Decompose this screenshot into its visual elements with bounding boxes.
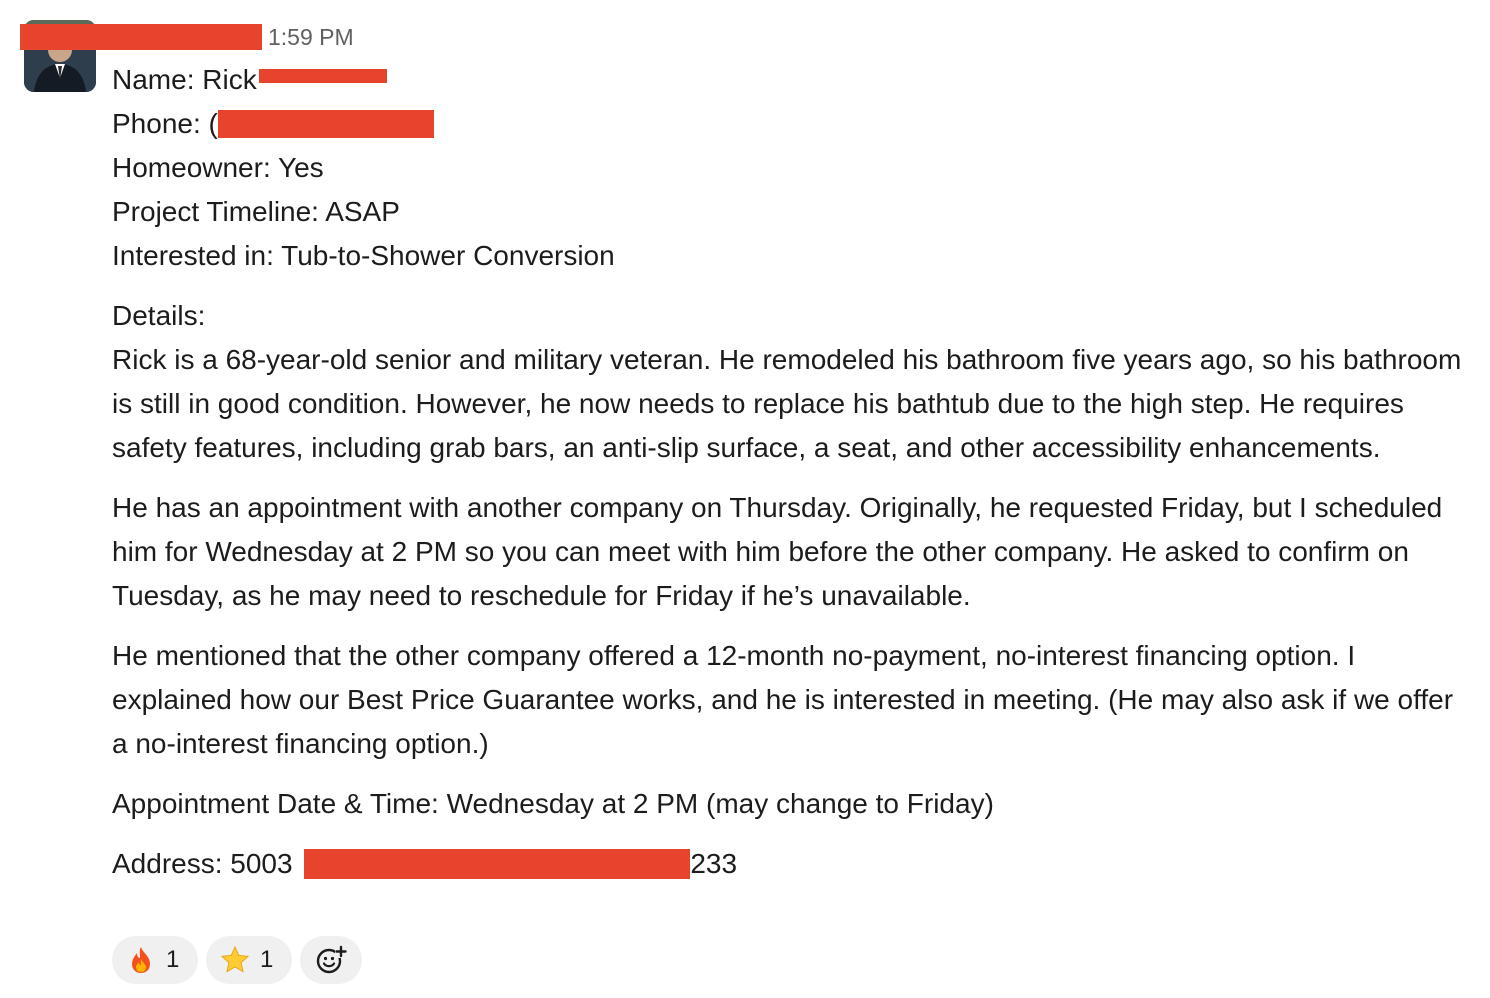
reactions-bar — [112, 936, 362, 984]
add-reaction-icon — [315, 944, 347, 976]
address-suffix: 233 — [690, 848, 738, 879]
details-paragraph-3: He mentioned that the other company offered a 12-month no-payment, no-interest financing option. I explained how our Best Price Guarantee works, and he is interested in meeting. (He may also ask if we offer a no-interest financing option.) — [112, 640, 1454, 759]
homeowner-field: Homeowner: Yes — [112, 152, 324, 183]
reaction-star-count: 1 — [260, 946, 274, 973]
redacted-phone-number — [218, 110, 434, 138]
message-body — [112, 58, 1472, 886]
redacted-sender-name — [20, 24, 262, 50]
details-paragraph-1: Rick is a 68-year-old senior and military veteran. He remodeled his bathroom five years ago, so his bathroom is still in good condition. However, he now needs to replace his bathtub due to the high step. He requires safety features, including grab bars, an anti-slip surface, a seat, and other accessibility enhancements. — [112, 344, 1462, 463]
fire-emoji-icon — [126, 945, 156, 975]
details-heading: Details: — [112, 300, 206, 331]
name-line — [112, 58, 1472, 102]
interest-field: Interested in: Tub-to-Shower Conversion — [112, 240, 615, 271]
address-line — [112, 842, 1472, 886]
timeline-field: Project Timeline: ASAP — [112, 196, 400, 227]
star-emoji-icon — [220, 945, 250, 975]
message-timestamp[interactable]: 1:59 PM — [268, 24, 354, 50]
add-reaction-button[interactable] — [300, 936, 362, 984]
reaction-fire[interactable] — [112, 936, 198, 984]
appointment-line: Appointment Date & Time: Wednesday at 2 PM (may change to Friday) — [112, 788, 994, 819]
phone-field: Phone: ( — [112, 108, 218, 139]
redacted-address — [304, 849, 690, 879]
details-paragraph-2: He has an appointment with another company on Thursday. Originally, he requested Friday, but I scheduled him for Wednesday at 2 PM so you can meet with him before the other company. He asked to confirm on Tuesday, as he may need to reschedule for Friday if he’s unavailable. — [112, 492, 1443, 611]
phone-line — [112, 102, 1472, 146]
reaction-fire-count: 1 — [166, 946, 180, 973]
reaction-star[interactable] — [206, 936, 292, 984]
address-prefix: Address: 5003 — [112, 848, 301, 879]
redacted-last-name — [259, 69, 387, 83]
name-field: Name: Rick — [112, 64, 257, 95]
